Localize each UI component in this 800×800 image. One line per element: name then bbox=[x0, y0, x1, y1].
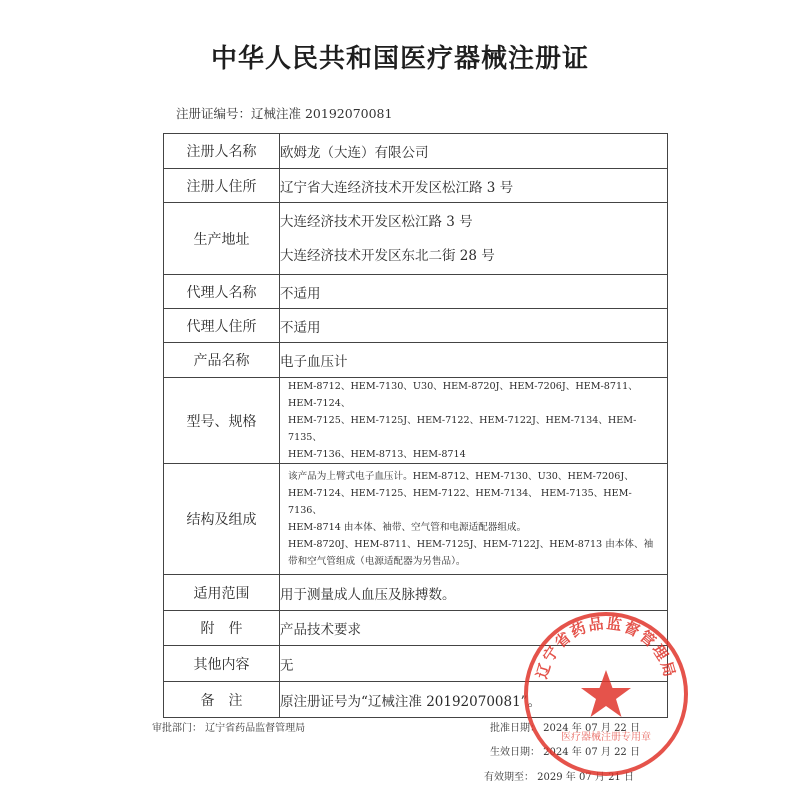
row-label: 注册人住所 bbox=[164, 169, 280, 203]
row-label: 代理人名称 bbox=[164, 275, 280, 309]
table-row bbox=[164, 134, 668, 169]
scope-of-use: 用于测量成人血压及脉搏数。 bbox=[280, 575, 668, 611]
row-label: 备 注 bbox=[164, 682, 280, 718]
attachments: 产品技术要求 bbox=[280, 611, 668, 646]
row-label: 附 件 bbox=[164, 611, 280, 646]
official-seal bbox=[520, 608, 692, 780]
table-row bbox=[164, 169, 668, 203]
agent-name: 不适用 bbox=[280, 275, 668, 309]
row-label: 注册人名称 bbox=[164, 134, 280, 169]
production-address-line: 大连经济技术开发区东北二街 28 号 bbox=[280, 247, 495, 264]
table-row bbox=[164, 203, 668, 275]
registrant-name: 欧姆龙（大连）有限公司 bbox=[280, 134, 668, 169]
table-row bbox=[164, 309, 668, 343]
star-icon bbox=[581, 670, 631, 717]
model-spec-line: HEM-8712、HEM-7130、U30、HEM-8720J、HEM-7206J、HEM-8711、HEM-7124、 bbox=[288, 381, 638, 409]
row-label: 产品名称 bbox=[164, 343, 280, 378]
registrant-address: 辽宁省大连经济技术开发区松江路 3 号 bbox=[280, 169, 668, 203]
approval-date: 批准日期： 2024 年 07 月 22 日 bbox=[490, 723, 640, 734]
effective-date: 生效日期： 2024 年 07 月 22 日 bbox=[490, 747, 640, 758]
seal-sub-text: 医疗器械注册专用章 bbox=[561, 732, 651, 743]
registration-number: 注册证编号：辽械注准 20192070081 bbox=[176, 106, 393, 121]
row-label: 型号、规格 bbox=[164, 378, 280, 464]
other-content: 无 bbox=[280, 646, 668, 682]
expiry-date: 有效期至： 2029 年 07 月 21 日 bbox=[484, 772, 634, 783]
table-row bbox=[164, 275, 668, 309]
row-label: 代理人住所 bbox=[164, 309, 280, 343]
model-spec-line: HEM-7136、HEM-8713、HEM-8714 bbox=[288, 449, 466, 460]
row-label: 其他内容 bbox=[164, 646, 280, 682]
seal-text: 辽宁省药品监督管理局 bbox=[532, 614, 680, 681]
structure-line: 带和空气管组成（电源适配器为另售品）。 bbox=[288, 556, 466, 567]
model-spec bbox=[280, 378, 668, 464]
model-spec-line: HEM-7125、HEM-7125J、HEM-7122、HEM-7122J、HEM-7134、HEM-7135、 bbox=[288, 415, 637, 443]
production-address bbox=[280, 203, 668, 275]
agent-address: 不适用 bbox=[280, 309, 668, 343]
structure-line: HEM-8714 由本体、袖带、空气管和电源适配器组成。 bbox=[288, 522, 527, 533]
structure-line: HEM-7124、HEM-7125、HEM-7122、HEM-7134、 HEM-7135、HEM-7136、 bbox=[288, 488, 632, 516]
structure-composition bbox=[280, 464, 668, 575]
table-row bbox=[164, 343, 668, 378]
remarks: 原注册证号为“辽械注准 20192070081”。 bbox=[280, 682, 668, 718]
structure-line: HEM-8720J、HEM-8711、HEM-7125J、HEM-7122J、HEM-8713 由本体、袖 bbox=[288, 539, 654, 550]
document-title: 中华人民共和国医疗器械注册证 bbox=[210, 44, 589, 74]
table-row bbox=[164, 378, 668, 464]
table-row bbox=[164, 575, 668, 611]
structure-line: 该产品为上臂式电子血压计。HEM-8712、HEM-7130、U30、HEM-7206J、 bbox=[288, 471, 634, 482]
product-name: 电子血压计 bbox=[280, 343, 668, 378]
approval-authority: 审批部门： 辽宁省药品监督管理局 bbox=[152, 723, 306, 734]
production-address-line: 大连经济技术开发区松江路 3 号 bbox=[280, 213, 473, 230]
row-label: 生产地址 bbox=[164, 203, 280, 275]
table-row bbox=[164, 464, 668, 575]
row-label: 结构及组成 bbox=[164, 464, 280, 575]
row-label: 适用范围 bbox=[164, 575, 280, 611]
